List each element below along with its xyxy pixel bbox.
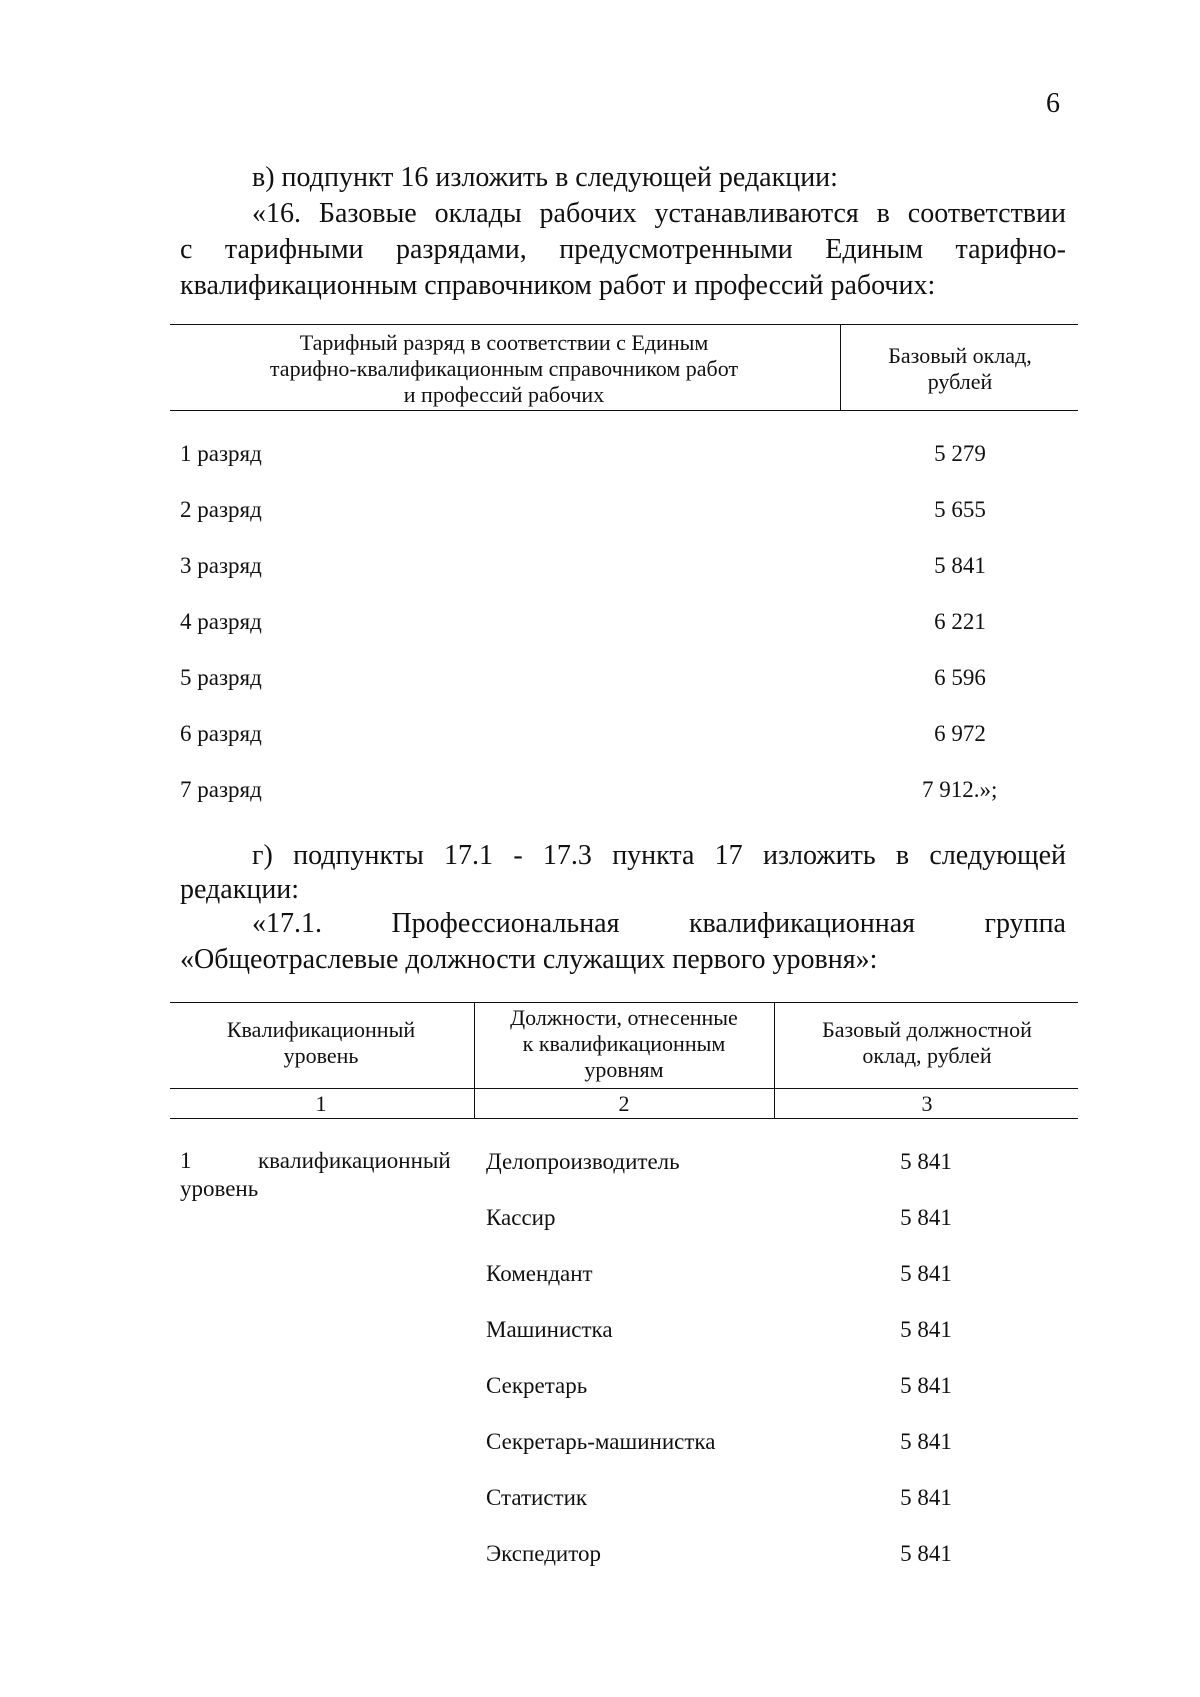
section-v-line3: с тарифными разрядами, предусмотренными Единым тарифно- xyxy=(180,234,1066,265)
salary-cell: 5 841 xyxy=(900,1541,952,1566)
salary-cell: 5 841 xyxy=(900,1149,952,1174)
position-cell: Делопроизводитель xyxy=(486,1149,680,1174)
grade-cell: 6 разряд xyxy=(180,721,262,746)
section-g-line1: г) подпункты 17.1 - 17.3 пункта 17 изложить в следующей xyxy=(252,840,1066,871)
salary-cell: 5 655 xyxy=(934,497,986,522)
table2-colnum-border xyxy=(170,1118,1078,1119)
salary-cell: 6 972 xyxy=(934,721,986,746)
section-v-line1: в) подпункт 16 изложить в следующей редакции: xyxy=(252,162,838,193)
salary-cell: 6 221 xyxy=(934,609,986,634)
grade-cell: 4 разряд xyxy=(180,609,262,634)
table2-header-border xyxy=(170,1088,1078,1089)
grade-cell: 7 разряд xyxy=(180,777,262,802)
salary-cell: 5 841 xyxy=(900,1485,952,1510)
level-word: квалификационный xyxy=(258,1148,451,1173)
position-cell: Комендант xyxy=(486,1261,593,1286)
salary-cell: 7 912.»; xyxy=(922,777,998,802)
table1-header-salary: Базовый оклад, рублей xyxy=(888,343,1032,394)
table2-colnum-3: 3 xyxy=(921,1091,933,1116)
position-cell: Секретарь-машинистка xyxy=(486,1429,716,1454)
section-v-line4: квалификационным справочником работ и профессий рабочих: xyxy=(180,270,936,301)
table2-header-salary: Базовый должностной оклад, рублей xyxy=(822,1017,1032,1068)
position-cell: Машинистка xyxy=(486,1317,613,1342)
grade-cell: 1 разряд xyxy=(180,441,262,466)
position-cell: Статистик xyxy=(486,1485,588,1510)
table1-header-grade: Тарифный разряд в соответствии с Единым тарифно-квалификационным справочником работ и профессий рабочих xyxy=(269,330,739,407)
table2-column-divider-2 xyxy=(774,1002,775,1118)
salary-cell: 5 841 xyxy=(900,1373,952,1398)
table2-header-level: Квалификационный уровень xyxy=(226,1017,416,1068)
table1-header-border xyxy=(170,410,1078,411)
salary-cell: 5 279 xyxy=(934,441,986,466)
salary-cell: 5 841 xyxy=(900,1205,952,1230)
salary-cell: 5 841 xyxy=(900,1261,952,1286)
salary-cell: 5 841 xyxy=(900,1317,952,1342)
section-g-line3: «17.1. Профессиональная квалификационная группа xyxy=(252,908,1066,939)
page-number: 6 xyxy=(1046,88,1060,119)
salary-cell: 5 841 xyxy=(934,553,986,578)
salary-cell: 6 596 xyxy=(934,665,986,690)
table2-column-divider-1 xyxy=(474,1002,475,1118)
section-g-line4: «Общеотраслевые должности служащих первого уровня»: xyxy=(180,944,878,975)
level-word-2: уровень xyxy=(180,1176,259,1201)
table2-header-positions: Должности, отнесенные к квалификационным уровням xyxy=(510,1005,738,1082)
grade-cell: 3 разряд xyxy=(180,553,262,578)
table1-top-border xyxy=(170,324,1078,325)
section-v-line2: «16. Базовые оклады рабочих устанавливаются в соответствии xyxy=(252,198,1066,229)
table2-colnum-1: 1 xyxy=(315,1091,327,1116)
position-cell: Секретарь xyxy=(486,1373,588,1398)
section-g-line2: редакции: xyxy=(180,874,300,905)
position-cell: Кассир xyxy=(486,1205,556,1230)
grade-cell: 2 разряд xyxy=(180,497,262,522)
table1-column-divider xyxy=(840,324,841,410)
table2-colnum-2: 2 xyxy=(618,1091,630,1116)
level-number: 1 xyxy=(180,1148,192,1173)
grade-cell: 5 разряд xyxy=(180,665,262,690)
position-cell: Экспедитор xyxy=(486,1541,601,1566)
table2-top-border xyxy=(170,1002,1078,1003)
salary-cell: 5 841 xyxy=(900,1429,952,1454)
